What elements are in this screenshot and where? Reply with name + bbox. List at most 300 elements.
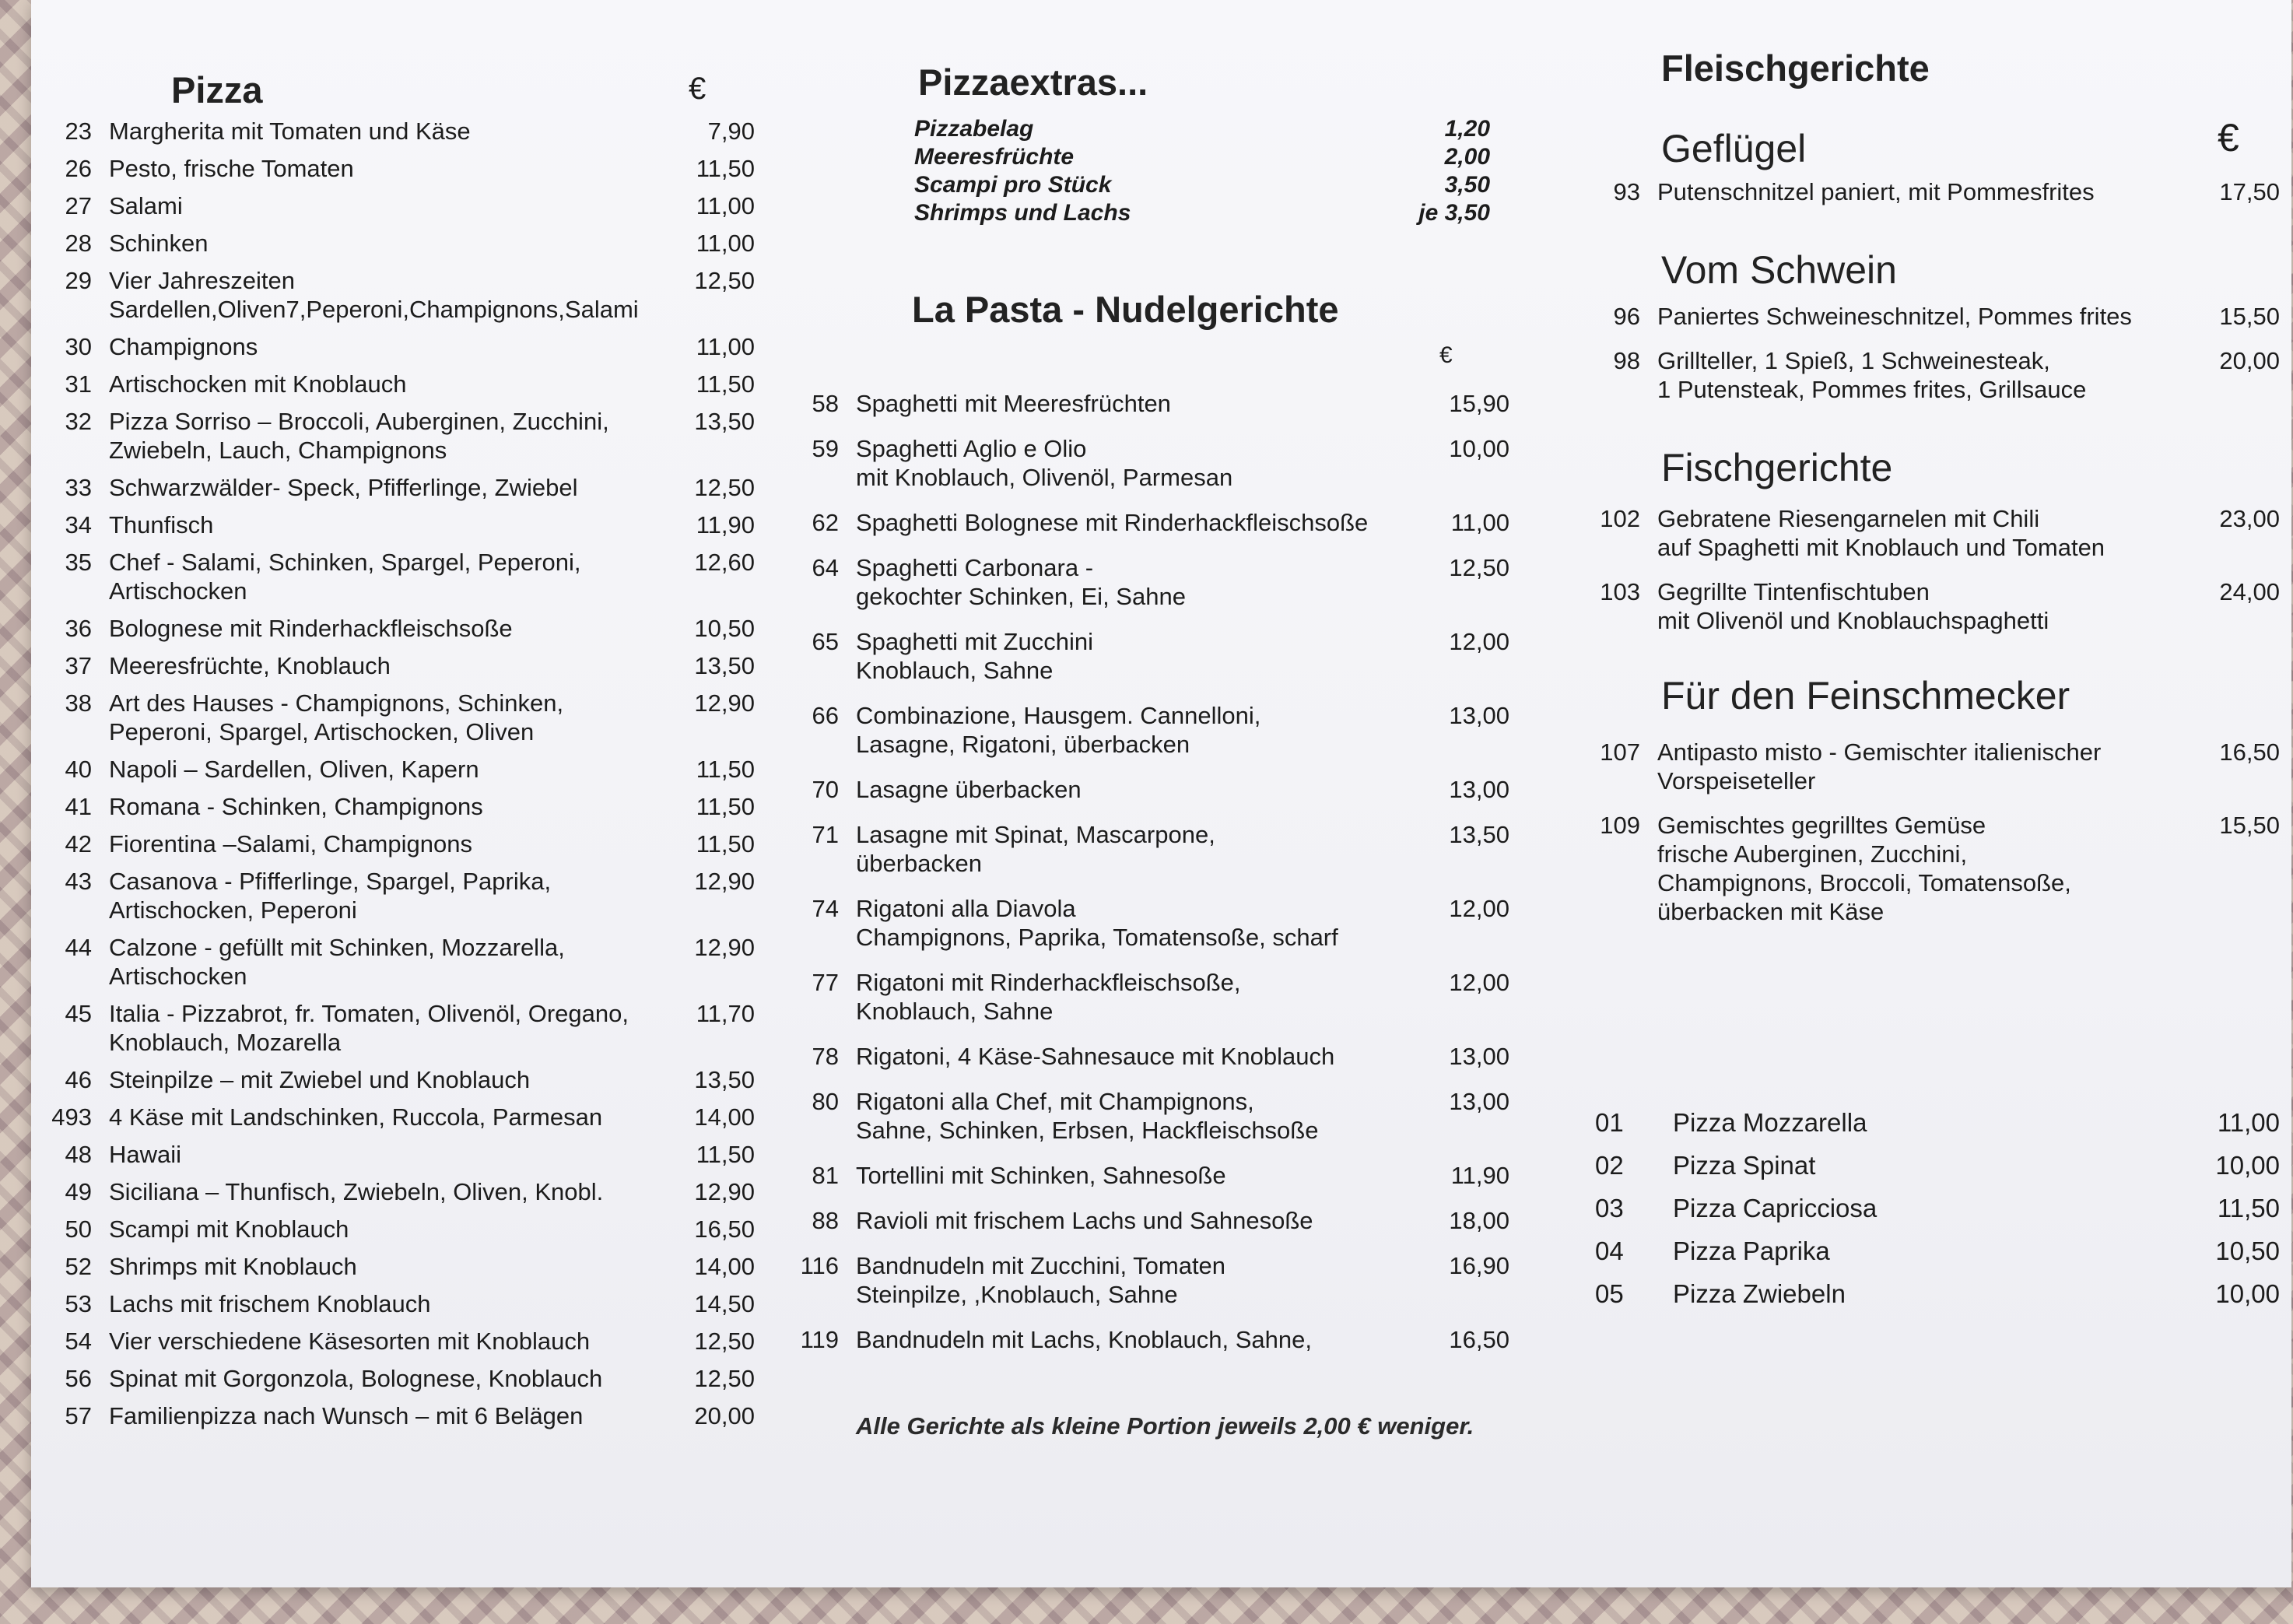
menu-item (778, 775, 1509, 804)
item-description: Artischocken (109, 963, 247, 990)
item-name-line: Salami (109, 192, 183, 219)
item-name (856, 627, 1401, 685)
item-number: 74 (812, 895, 839, 922)
item-name (856, 1087, 1401, 1145)
item-name-line: Shrimps mit Knoblauch (109, 1253, 357, 1280)
menu-item (31, 332, 755, 361)
item-number: 78 (812, 1043, 839, 1070)
item-description: Artischocken (109, 577, 247, 605)
item-description: Artischocken, Peperoni (109, 896, 357, 924)
item-price: 12,00 (1449, 895, 1509, 922)
menu-item (31, 933, 755, 991)
item-name-line: Bandnudeln mit Zucchini, Tomaten (856, 1252, 1226, 1279)
item-name-line: Calzone - gefüllt mit Schinken, Mozzarella, (109, 934, 565, 961)
item-description: mit Knoblauch, Olivenöl, Parmesan (856, 464, 1233, 491)
item-number: 33 (65, 474, 92, 501)
item-name-line: Spaghetti Carbonara - (856, 554, 1094, 581)
extra-item (914, 115, 1490, 143)
item-number: 93 (1613, 178, 1640, 205)
item-name-line: Art des Hauses - Champignons, Schinken, (109, 689, 564, 717)
menu-item (1580, 504, 2280, 562)
item-name-line: Italia - Pizzabrot, fr. Tomaten, Olivenöl, Oregano, (109, 1000, 629, 1027)
item-name (856, 1251, 1401, 1309)
item-name (109, 830, 646, 858)
menu-item (1580, 577, 2280, 635)
menu-item (31, 117, 755, 146)
menu-item (778, 434, 1509, 492)
item-price: 23,00 (2219, 505, 2280, 532)
item-number: 493 (51, 1103, 92, 1131)
extra-item (914, 143, 1490, 171)
special-pizza-item (1595, 1101, 2280, 1144)
item-price: 12,90 (694, 689, 755, 717)
menu-item (778, 894, 1509, 952)
pork-title: Vom Schwein (1661, 248, 1897, 292)
item-price: 15,50 (2219, 303, 2280, 330)
fish-title: Fischgerichte (1661, 446, 1893, 489)
extra-name: Shrimps und Lachs (914, 200, 1131, 226)
item-number: 48 (65, 1141, 92, 1168)
item-number: 40 (65, 756, 92, 783)
item-name-line: Siciliana – Thunfisch, Zwiebeln, Oliven, Knobl. (109, 1178, 604, 1205)
item-name (109, 867, 646, 924)
menu-item (31, 1103, 755, 1131)
item-name-line: Vier verschiedene Käsesorten mit Knoblauch (109, 1328, 591, 1355)
item-name (109, 473, 646, 502)
item-price: 12,90 (694, 1178, 755, 1205)
menu-item (1580, 811, 2280, 926)
item-price: 11,00 (2217, 1108, 2280, 1137)
menu-item (778, 1161, 1509, 1190)
item-number: 42 (65, 830, 92, 858)
menu-item (31, 614, 755, 643)
item-number: 29 (65, 267, 92, 294)
item-price: 11,90 (696, 511, 755, 538)
item-name-line: Napoli – Sardellen, Oliven, Kapern (109, 756, 479, 783)
menu-item (778, 389, 1509, 418)
menu-item (1580, 302, 2280, 331)
item-description: auf Spaghetti mit Knoblauch und Tomaten (1657, 534, 2105, 561)
pasta-item-list (778, 389, 1509, 1370)
item-description: Steinpilze, ,Knoblauch, Sahne (856, 1281, 1178, 1308)
extra-item (914, 199, 1490, 227)
item-number: 116 (800, 1252, 839, 1279)
menu-item (778, 627, 1509, 685)
item-description: Knoblauch, Sahne (856, 657, 1054, 684)
item-name (856, 701, 1401, 759)
item-name (856, 775, 1401, 804)
item-name (856, 1042, 1401, 1071)
item-name (109, 1177, 646, 1206)
item-name-line: Hawaii (109, 1141, 182, 1168)
item-number: 58 (812, 390, 839, 417)
item-price: 10,00 (2215, 1151, 2280, 1180)
item-price: 11,90 (1450, 1162, 1509, 1189)
item-name (856, 553, 1401, 611)
item-name (109, 689, 646, 746)
item-number: 64 (812, 554, 839, 581)
item-number: 34 (65, 511, 92, 538)
item-name (856, 894, 1401, 952)
item-number: 56 (65, 1365, 92, 1392)
menu-item (31, 1215, 755, 1243)
item-name (109, 407, 646, 465)
item-number: 50 (65, 1215, 92, 1243)
menu-item (31, 1289, 755, 1318)
item-name (109, 1364, 646, 1393)
gourmet-item-list (1580, 738, 2280, 942)
item-name (1657, 302, 2171, 331)
item-description: Champignons, Broccoli, Tomatensoße, (1657, 869, 2071, 896)
menu-item (31, 999, 755, 1057)
menu-item (31, 473, 755, 502)
item-name-line: Familienpizza nach Wunsch – mit 6 Belägen (109, 1402, 584, 1429)
extras-title: Pizzaextras... (918, 61, 1148, 103)
menu-sheet (31, 0, 2291, 1587)
item-price: 15,90 (1449, 390, 1509, 417)
menu-item (31, 1401, 755, 1430)
item-description: mit Olivenöl und Knoblauchspaghetti (1657, 607, 2049, 634)
item-name (856, 1325, 1401, 1354)
item-name (109, 1065, 646, 1094)
menu-item (31, 755, 755, 784)
item-name (109, 1140, 646, 1169)
item-number: 01 (1595, 1108, 1624, 1137)
item-price: 14,00 (694, 1253, 755, 1280)
pasta-title: La Pasta - Nudelgerichte (912, 289, 1339, 330)
item-number: 119 (800, 1326, 839, 1353)
item-name-line: Spaghetti mit Meeresfrüchten (856, 390, 1171, 417)
item-name (109, 1252, 646, 1281)
special-pizza-item (1595, 1272, 2280, 1315)
item-name-line: Meeresfrüchte, Knoblauch (109, 652, 391, 679)
item-number: 88 (812, 1207, 839, 1234)
fish-item-list (1580, 504, 2280, 651)
item-number: 46 (65, 1066, 92, 1093)
menu-item (31, 830, 755, 858)
item-price: 11,50 (696, 830, 755, 858)
item-price: 12,50 (694, 1328, 755, 1355)
item-name-line: Putenschnitzel paniert, mit Pommesfrites (1657, 178, 2095, 205)
item-name (1657, 177, 2171, 206)
item-price: 16,50 (694, 1215, 755, 1243)
item-name-line: Rigatoni alla Chef, mit Champignons, (856, 1088, 1254, 1115)
gourmet-title: Für den Feinschmecker (1661, 674, 2070, 717)
item-name (856, 1206, 1401, 1235)
item-name-line: Lasagne mit Spinat, Mascarpone, (856, 821, 1215, 848)
item-name-line: Tortellini mit Schinken, Sahnesoße (856, 1162, 1226, 1189)
menu-item (778, 1042, 1509, 1071)
item-name-line: Gebratene Riesengarnelen mit Chili (1657, 505, 2040, 532)
item-name-line: Bolognese mit Rinderhackfleischsoße (109, 615, 513, 642)
item-number: 28 (65, 230, 92, 257)
item-number: 57 (65, 1402, 92, 1429)
item-number: 109 (1600, 812, 1640, 839)
item-price: 11,50 (2217, 1194, 2280, 1222)
item-name (109, 266, 646, 324)
item-price: 10,50 (2215, 1236, 2280, 1265)
extra-name: Scampi pro Stück (914, 172, 1112, 198)
item-price: 13,50 (1449, 821, 1509, 848)
extra-price: je 3,50 (1418, 200, 1490, 226)
menu-item (778, 508, 1509, 537)
item-name-line: Spinat mit Gorgonzola, Bolognese, Knoblauch (109, 1365, 603, 1392)
item-name-line: Lachs mit frischem Knoblauch (109, 1290, 431, 1317)
menu-item (778, 553, 1509, 611)
item-name (109, 933, 646, 991)
item-description: 1 Putensteak, Pommes frites, Grillsauce (1657, 376, 2087, 403)
item-name-line: Spaghetti Bolognese mit Rinderhackfleischsoße (856, 509, 1369, 536)
poultry-title: Geflügel (1661, 127, 1807, 170)
item-name (109, 1215, 646, 1243)
item-name-line: Combinazione, Hausgem. Cannelloni, (856, 702, 1261, 729)
extra-item (914, 171, 1490, 199)
special-pizza-list (1595, 1101, 2280, 1315)
item-description: Sahne, Schinken, Erbsen, Hackfleischsoße (856, 1117, 1319, 1144)
item-name-line: Schinken (109, 230, 209, 257)
item-name-line: Grillteller, 1 Spieß, 1 Schweinesteak, (1657, 347, 2050, 374)
item-price: 13,00 (1449, 1043, 1509, 1070)
item-number: 27 (65, 192, 92, 219)
item-name (109, 1401, 646, 1430)
item-price: 12,90 (694, 934, 755, 961)
item-price: 11,00 (696, 333, 755, 360)
menu-item (778, 1325, 1509, 1354)
menu-item (31, 1140, 755, 1169)
item-name-line: Rigatoni, 4 Käse-Sahnesauce mit Knoblauch (856, 1043, 1335, 1070)
item-name (109, 792, 646, 821)
item-name (856, 820, 1401, 878)
item-price: 11,70 (696, 1000, 755, 1027)
item-name (1657, 738, 2171, 795)
item-name-line: Rigatoni alla Diavola (856, 895, 1076, 922)
item-description: Vorspeiseteller (1657, 767, 1816, 794)
item-price: 11,50 (696, 1141, 755, 1168)
item-name (109, 1103, 646, 1131)
item-name-line: Artischocken mit Knoblauch (109, 370, 407, 398)
menu-item (31, 1252, 755, 1281)
extras-list (914, 115, 1490, 227)
item-price: 11,00 (1450, 509, 1509, 536)
item-number: 43 (65, 868, 92, 895)
item-description: Knoblauch, Mozarella (109, 1029, 342, 1056)
item-name-line: Paniertes Schweineschnitzel, Pommes frites (1657, 303, 2132, 330)
item-price: 10,00 (1449, 435, 1509, 462)
menu-item (31, 370, 755, 398)
item-name (109, 510, 646, 539)
menu-item (1580, 177, 2280, 206)
item-price: 24,00 (2219, 578, 2280, 605)
menu-item (31, 510, 755, 539)
item-name (109, 1289, 646, 1318)
item-price: 11,50 (696, 756, 755, 783)
item-price: 7,90 (707, 118, 755, 145)
item-price: 13,50 (694, 1066, 755, 1093)
menu-item (31, 651, 755, 680)
item-name (109, 614, 646, 643)
item-number: 04 (1595, 1236, 1624, 1265)
menu-item (31, 407, 755, 465)
item-number: 53 (65, 1290, 92, 1317)
item-name (109, 154, 646, 183)
item-number: 65 (812, 628, 839, 655)
special-pizza-item (1595, 1187, 2280, 1229)
item-name-line: Lasagne überbacken (856, 776, 1082, 803)
item-name-line: Champignons (109, 333, 258, 360)
item-name-line: Thunfisch (109, 511, 214, 538)
item-number: 98 (1613, 347, 1640, 374)
item-number: 38 (65, 689, 92, 717)
item-price: 15,50 (2219, 812, 2280, 839)
item-name: Pizza Paprika (1673, 1236, 1830, 1265)
item-name-line: Pesto, frische Tomaten (109, 155, 354, 182)
item-price: 12,50 (1449, 554, 1509, 581)
item-price: 13,00 (1449, 1088, 1509, 1115)
item-name-line: Scampi mit Knoblauch (109, 1215, 349, 1243)
item-name-line: Casanova - Pfifferlinge, Spargel, Paprika, (109, 868, 552, 895)
item-price: 13,50 (694, 652, 755, 679)
item-price: 16,90 (1449, 1252, 1509, 1279)
item-name (1657, 577, 2171, 635)
menu-item (31, 266, 755, 324)
item-number: 62 (812, 509, 839, 536)
item-name-line: Rigatoni mit Rinderhackfleischsoße, (856, 969, 1241, 996)
item-number: 107 (1600, 738, 1640, 766)
item-number: 71 (812, 821, 839, 848)
item-name-line: Ravioli mit frischem Lachs und Sahnesoße (856, 1207, 1313, 1234)
item-price: 20,00 (694, 1402, 755, 1429)
item-name (856, 968, 1401, 1026)
menu-item (31, 154, 755, 183)
extra-name: Pizzabelag (914, 116, 1034, 142)
item-number: 66 (812, 702, 839, 729)
item-name (1657, 504, 2171, 562)
item-number: 59 (812, 435, 839, 462)
item-price: 17,50 (2219, 178, 2280, 205)
menu-item (31, 191, 755, 220)
item-name-line: Margherita mit Tomaten und Käse (109, 118, 471, 145)
item-name (1657, 346, 2171, 404)
item-number: 05 (1595, 1279, 1624, 1308)
item-description: überbacken (856, 850, 983, 877)
menu-item (778, 968, 1509, 1026)
item-description: überbacken mit Käse (1657, 898, 1885, 925)
item-price: 18,00 (1449, 1207, 1509, 1234)
poultry-item-list (1580, 177, 2280, 216)
item-price: 11,50 (696, 155, 755, 182)
item-number: 41 (65, 793, 92, 820)
meat-title: Fleischgerichte (1661, 47, 1930, 89)
menu-item (778, 1206, 1509, 1235)
menu-item (1580, 346, 2280, 404)
item-price: 11,00 (696, 230, 755, 257)
menu-item (1580, 738, 2280, 795)
item-number: 23 (65, 118, 92, 145)
item-price: 12,00 (1449, 628, 1509, 655)
menu-item (778, 701, 1509, 759)
item-price: 13,00 (1449, 776, 1509, 803)
item-price: 16,50 (1449, 1326, 1509, 1353)
item-name-line: 4 Käse mit Landschinken, Ruccola, Parmesan (109, 1103, 603, 1131)
item-number: 81 (812, 1162, 839, 1189)
item-name (856, 508, 1401, 537)
item-number: 45 (65, 1000, 92, 1027)
item-description: frische Auberginen, Zucchini, (1657, 840, 1968, 868)
item-description: Lasagne, Rigatoni, überbacken (856, 731, 1190, 758)
item-price: 11,50 (696, 793, 755, 820)
menu-item (31, 1327, 755, 1356)
menu-item (778, 1087, 1509, 1145)
item-price: 11,50 (696, 370, 755, 398)
item-name-line: Spaghetti mit Zucchini (856, 628, 1093, 655)
item-name (109, 651, 646, 680)
menu-item (31, 792, 755, 821)
item-name-line: Fiorentina –Salami, Champignons (109, 830, 472, 858)
menu-item (31, 1364, 755, 1393)
menu-item (778, 820, 1509, 878)
item-price: 14,50 (694, 1290, 755, 1317)
item-name-line: Gemischtes gegrilltes Gemüse (1657, 812, 1986, 839)
item-price: 12,00 (1449, 969, 1509, 996)
item-number: 80 (812, 1088, 839, 1115)
item-name-line: Romana - Schinken, Champignons (109, 793, 483, 820)
item-number: 96 (1613, 303, 1640, 330)
special-pizza-item (1595, 1229, 2280, 1272)
item-description: Knoblauch, Sahne (856, 998, 1054, 1025)
item-number: 30 (65, 333, 92, 360)
item-name-line: Spaghetti Aglio e Olio (856, 435, 1087, 462)
item-price: 16,50 (2219, 738, 2280, 766)
item-name (109, 999, 646, 1057)
item-number: 31 (65, 370, 92, 398)
item-description: Sardellen,Oliven7,Peperoni,Champignons,Salami (109, 296, 639, 323)
item-price: 10,50 (694, 615, 755, 642)
item-name-line: Antipasto misto - Gemischter italienischer (1657, 738, 2102, 766)
item-name (109, 191, 646, 220)
item-name: Pizza Capricciosa (1673, 1194, 1878, 1222)
item-name (109, 229, 646, 258)
item-name (109, 370, 646, 398)
item-description: Zwiebeln, Lauch, Champignons (109, 437, 447, 464)
menu-item (778, 1251, 1509, 1309)
item-number: 44 (65, 934, 92, 961)
item-price: 12,50 (694, 267, 755, 294)
item-number: 77 (812, 969, 839, 996)
item-price: 13,00 (1449, 702, 1509, 729)
item-number: 26 (65, 155, 92, 182)
item-price: 13,50 (694, 408, 755, 435)
item-number: 70 (812, 776, 839, 803)
item-name: Pizza Zwiebeln (1673, 1279, 1846, 1308)
item-number: 36 (65, 615, 92, 642)
extra-price: 1,20 (1444, 116, 1490, 142)
menu-item (31, 548, 755, 605)
item-number: 03 (1595, 1194, 1624, 1222)
item-name (109, 755, 646, 784)
menu-item (31, 867, 755, 924)
item-price: 20,00 (2219, 347, 2280, 374)
item-price: 12,90 (694, 868, 755, 895)
item-name-line: Chef - Salami, Schinken, Spargel, Peperoni, (109, 549, 581, 576)
menu-item (31, 689, 755, 746)
pork-item-list (1580, 302, 2280, 419)
extra-price: 2,00 (1444, 144, 1490, 170)
pasta-currency: € (1439, 342, 1453, 368)
item-name-line: Pizza Sorriso – Broccoli, Auberginen, Zucchini, (109, 408, 609, 435)
special-pizza-item (1595, 1144, 2280, 1187)
item-number: 49 (65, 1178, 92, 1205)
item-name (1657, 811, 2171, 926)
